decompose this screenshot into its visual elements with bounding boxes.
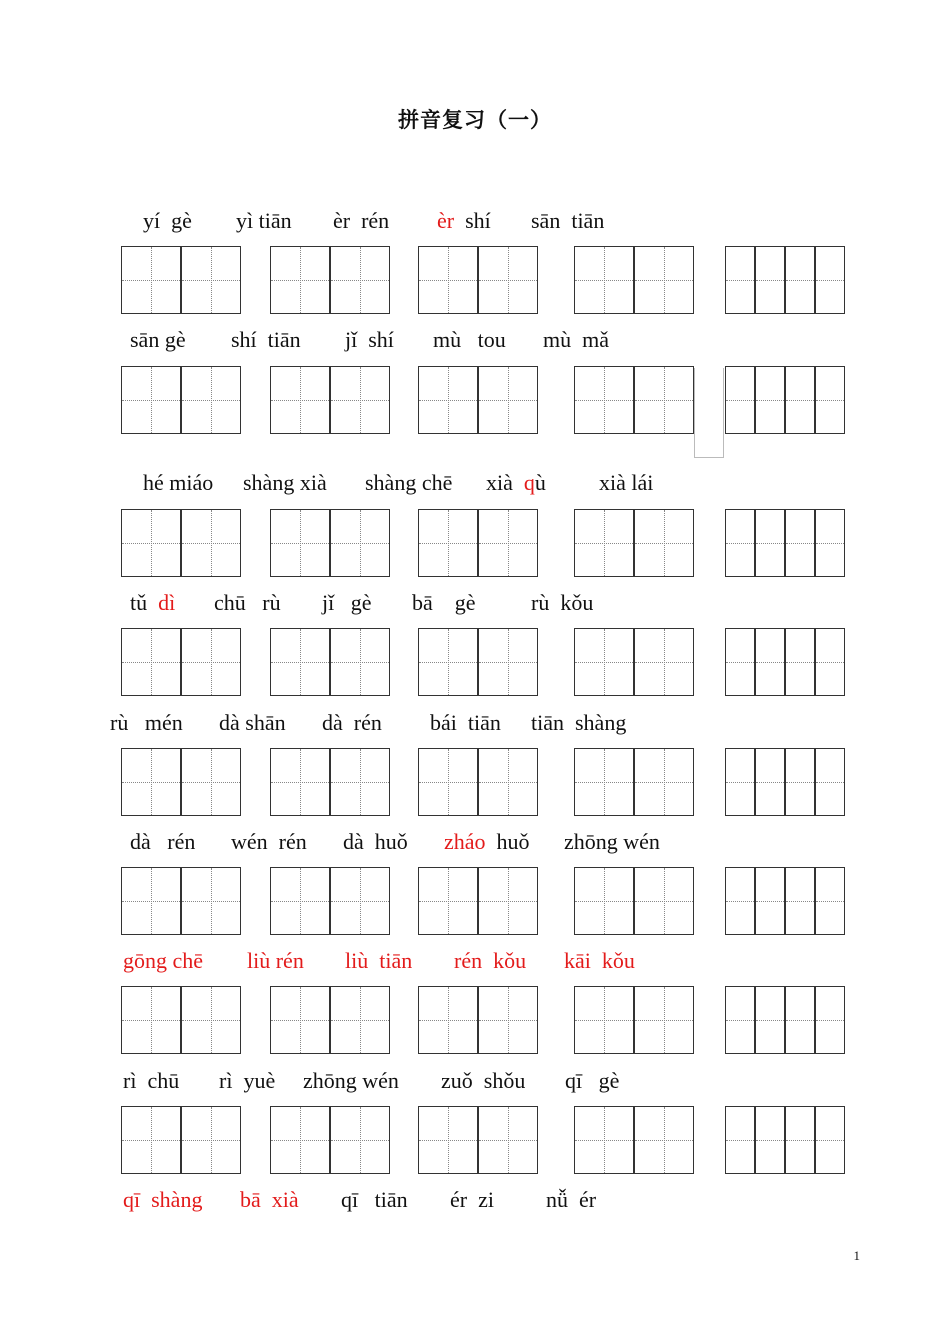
pinyin-word — [303, 1068, 399, 1094]
pinyin-text: xià lái — [599, 470, 654, 495]
pinyin-highlight: dì — [158, 590, 176, 615]
pinyin-text: tǔ — [130, 590, 159, 615]
writing-cell[interactable] — [634, 366, 694, 434]
pinyin-text: chū rù — [214, 590, 281, 615]
writing-cell[interactable] — [121, 246, 181, 314]
pinyin-word — [130, 590, 175, 616]
writing-cell[interactable] — [418, 986, 478, 1054]
pinyin-word — [450, 1187, 494, 1213]
pinyin-word — [565, 1068, 619, 1094]
pinyin-word — [543, 327, 609, 353]
pinyin-word — [365, 470, 452, 496]
pinyin-text: shàng xià — [243, 470, 327, 495]
pinyin-text: ù — [534, 470, 546, 495]
writing-cell[interactable] — [815, 366, 845, 434]
writing-cell[interactable] — [634, 628, 694, 696]
pinyin-text: tiān shàng — [531, 710, 627, 735]
writing-cell[interactable] — [418, 748, 478, 816]
pinyin-word — [130, 327, 186, 353]
writing-cell[interactable] — [121, 366, 181, 434]
writing-cell[interactable] — [815, 628, 845, 696]
writing-cell[interactable] — [634, 509, 694, 577]
writing-cell[interactable] — [478, 246, 538, 314]
pinyin-text: sān gè — [130, 327, 186, 352]
writing-cell[interactable] — [270, 986, 330, 1054]
writing-cell[interactable] — [634, 748, 694, 816]
writing-cell[interactable] — [574, 1106, 634, 1174]
writing-cell[interactable] — [330, 366, 390, 434]
writing-cell[interactable] — [418, 509, 478, 577]
writing-cell[interactable] — [121, 1106, 181, 1174]
pinyin-text: jǐ gè — [322, 590, 372, 615]
pinyin-word — [430, 710, 501, 736]
bracket-mark — [694, 368, 724, 458]
pinyin-text: sān tiān — [531, 208, 605, 233]
pinyin-text: yì tiān — [236, 208, 292, 233]
pinyin-word — [437, 208, 491, 234]
writing-cell[interactable] — [725, 986, 755, 1054]
pinyin-highlight: kāi kǒu — [564, 948, 635, 973]
pinyin-word — [243, 470, 327, 496]
pinyin-highlight: gōng chē — [123, 948, 204, 973]
writing-cell[interactable] — [270, 366, 330, 434]
writing-cell[interactable] — [755, 366, 785, 434]
pinyin-text: rù kǒu — [531, 590, 594, 615]
pinyin-text: shí tiān — [231, 327, 301, 352]
writing-cell[interactable] — [478, 366, 538, 434]
pinyin-word — [231, 829, 307, 855]
pinyin-text: mù tou — [433, 327, 506, 352]
writing-cell[interactable] — [270, 628, 330, 696]
pinyin-text: dà rén — [322, 710, 382, 735]
writing-cell[interactable] — [725, 748, 755, 816]
writing-cell[interactable] — [574, 986, 634, 1054]
pinyin-word — [345, 327, 394, 353]
writing-cell[interactable] — [418, 366, 478, 434]
writing-cell[interactable] — [181, 1106, 241, 1174]
writing-cell[interactable] — [785, 628, 815, 696]
pinyin-text: zhōng wén — [564, 829, 660, 854]
pinyin-text: bā gè — [412, 590, 476, 615]
pinyin-text: zuǒ shǒu — [441, 1068, 526, 1093]
writing-cell[interactable] — [725, 628, 755, 696]
writing-cell[interactable] — [181, 366, 241, 434]
writing-cell[interactable] — [574, 509, 634, 577]
pinyin-word — [341, 1187, 408, 1213]
writing-cell[interactable] — [755, 509, 785, 577]
writing-cell[interactable] — [725, 1106, 755, 1174]
writing-cell[interactable] — [121, 748, 181, 816]
writing-cell[interactable] — [815, 1106, 845, 1174]
writing-cell[interactable] — [755, 628, 785, 696]
writing-cell[interactable] — [725, 867, 755, 935]
pinyin-word — [343, 829, 408, 855]
writing-cell[interactable] — [121, 509, 181, 577]
page-title: 拼音复习（一） — [398, 108, 552, 132]
pinyin-word — [322, 590, 372, 616]
writing-cell[interactable] — [755, 748, 785, 816]
writing-cell[interactable] — [270, 867, 330, 935]
writing-cell[interactable] — [785, 748, 815, 816]
pinyin-text: huǒ — [485, 829, 530, 854]
pinyin-word — [546, 1187, 596, 1213]
writing-cell[interactable] — [330, 1106, 390, 1174]
pinyin-word — [441, 1068, 525, 1094]
pinyin-word — [123, 948, 203, 974]
writing-cell[interactable] — [574, 366, 634, 434]
writing-cell[interactable] — [418, 628, 478, 696]
pinyin-word — [345, 948, 412, 974]
writing-cell[interactable] — [725, 509, 755, 577]
writing-cell[interactable] — [785, 509, 815, 577]
pinyin-word — [219, 1068, 275, 1094]
writing-cell[interactable] — [478, 748, 538, 816]
writing-cell[interactable] — [634, 246, 694, 314]
writing-cell[interactable] — [478, 986, 538, 1054]
pinyin-text: rù mén — [110, 710, 183, 735]
pinyin-word — [236, 208, 292, 234]
writing-cell[interactable] — [418, 1106, 478, 1174]
writing-cell[interactable] — [270, 509, 330, 577]
pinyin-word — [143, 470, 213, 496]
writing-cell[interactable] — [634, 1106, 694, 1174]
writing-cell[interactable] — [330, 246, 390, 314]
pinyin-word — [333, 208, 389, 234]
pinyin-text: zhōng wén — [303, 1068, 399, 1093]
pinyin-word — [454, 948, 526, 974]
pinyin-text: ér zi — [450, 1187, 494, 1212]
pinyin-highlight: liù rén — [247, 948, 304, 973]
writing-cell[interactable] — [330, 628, 390, 696]
writing-cell[interactable] — [725, 246, 755, 314]
pinyin-word — [240, 1187, 299, 1213]
writing-cell[interactable] — [270, 748, 330, 816]
writing-cell[interactable] — [478, 509, 538, 577]
pinyin-word — [599, 470, 653, 496]
pinyin-text: rì yuè — [219, 1068, 276, 1093]
writing-cell[interactable] — [755, 1106, 785, 1174]
pinyin-text: mù mǎ — [543, 327, 609, 352]
writing-cell[interactable] — [181, 867, 241, 935]
writing-cell[interactable] — [815, 509, 845, 577]
writing-cell[interactable] — [785, 986, 815, 1054]
pinyin-text: shàng chē — [365, 470, 453, 495]
pinyin-text: yí gè — [143, 208, 192, 233]
writing-cell[interactable] — [574, 628, 634, 696]
writing-cell[interactable] — [270, 246, 330, 314]
pinyin-text: qī tiān — [341, 1187, 408, 1212]
pinyin-highlight: èr — [437, 208, 455, 233]
pinyin-highlight: rén kǒu — [454, 948, 527, 973]
pinyin-word — [531, 590, 593, 616]
pinyin-word — [412, 590, 476, 616]
pinyin-highlight: zháo — [444, 829, 486, 854]
pinyin-text: rì chū — [123, 1068, 180, 1093]
writing-cell[interactable] — [755, 867, 785, 935]
pinyin-text: dà huǒ — [343, 829, 408, 854]
writing-cell[interactable] — [634, 986, 694, 1054]
pinyin-text: jǐ shí — [345, 327, 394, 352]
pinyin-text: nǚ ér — [546, 1187, 597, 1212]
page-number: 1 — [853, 1248, 860, 1263]
writing-cell[interactable] — [815, 246, 845, 314]
pinyin-highlight: liù tiān — [345, 948, 413, 973]
pinyin-word — [444, 829, 530, 855]
pinyin-word — [110, 710, 183, 736]
pinyin-text: shí — [454, 208, 491, 233]
writing-cell[interactable] — [121, 867, 181, 935]
pinyin-word — [322, 710, 382, 736]
pinyin-text: wén rén — [231, 829, 307, 854]
writing-cell[interactable] — [725, 366, 755, 434]
writing-cell[interactable] — [181, 748, 241, 816]
pinyin-word — [531, 208, 604, 234]
pinyin-word — [214, 590, 281, 616]
writing-cell[interactable] — [330, 867, 390, 935]
writing-cell[interactable] — [815, 986, 845, 1054]
writing-cell[interactable] — [478, 628, 538, 696]
pinyin-highlight: bā xià — [240, 1187, 299, 1212]
pinyin-word — [123, 1187, 202, 1213]
writing-cell[interactable] — [121, 628, 181, 696]
writing-cell[interactable] — [181, 628, 241, 696]
pinyin-text: qī gè — [565, 1068, 620, 1093]
writing-cell[interactable] — [330, 509, 390, 577]
writing-cell[interactable] — [574, 246, 634, 314]
writing-cell[interactable] — [181, 509, 241, 577]
pinyin-text: dà shān — [219, 710, 286, 735]
pinyin-highlight: shàng — [140, 1187, 203, 1212]
writing-cell[interactable] — [418, 867, 478, 935]
writing-cell[interactable] — [634, 867, 694, 935]
pinyin-word — [231, 327, 301, 353]
pinyin-word — [123, 1068, 179, 1094]
pinyin-word — [486, 470, 546, 496]
writing-cell[interactable] — [785, 867, 815, 935]
writing-cell[interactable] — [755, 246, 785, 314]
writing-cell[interactable] — [815, 867, 845, 935]
pinyin-word — [531, 710, 626, 736]
writing-cell[interactable] — [270, 1106, 330, 1174]
writing-cell[interactable] — [574, 748, 634, 816]
pinyin-word — [219, 710, 286, 736]
pinyin-text: dà rén — [130, 829, 196, 854]
pinyin-word — [247, 948, 304, 974]
pinyin-highlight: q — [523, 470, 535, 495]
writing-cell[interactable] — [181, 986, 241, 1054]
writing-cell[interactable] — [121, 986, 181, 1054]
writing-cell[interactable] — [785, 366, 815, 434]
pinyin-word — [433, 327, 506, 353]
pinyin-word — [564, 948, 635, 974]
writing-cell[interactable] — [330, 986, 390, 1054]
writing-cell[interactable] — [785, 1106, 815, 1174]
writing-cell[interactable] — [330, 748, 390, 816]
writing-cell[interactable] — [181, 246, 241, 314]
writing-cell[interactable] — [418, 246, 478, 314]
writing-cell[interactable] — [755, 986, 785, 1054]
pinyin-text: èr rén — [333, 208, 390, 233]
writing-cell[interactable] — [478, 1106, 538, 1174]
pinyin-word — [564, 829, 660, 855]
writing-cell[interactable] — [478, 867, 538, 935]
writing-cell[interactable] — [785, 246, 815, 314]
pinyin-text: xià — [486, 470, 524, 495]
pinyin-highlight: qī — [123, 1187, 141, 1212]
pinyin-word — [143, 208, 192, 234]
writing-cell[interactable] — [815, 748, 845, 816]
writing-cell[interactable] — [574, 867, 634, 935]
pinyin-text: hé miáo — [143, 470, 214, 495]
pinyin-word — [130, 829, 195, 855]
pinyin-text: bái tiān — [430, 710, 501, 735]
